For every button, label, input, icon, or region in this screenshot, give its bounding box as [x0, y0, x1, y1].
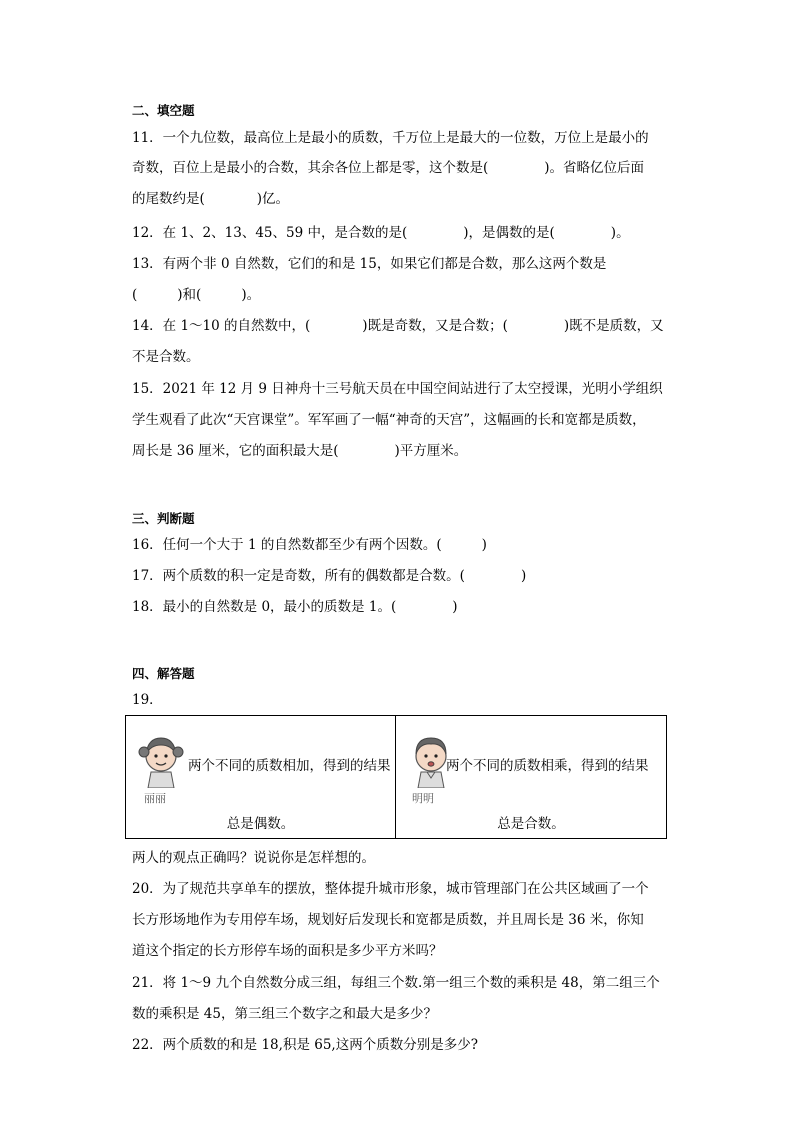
section-heading-answer: 四、解答题	[132, 666, 195, 681]
question-15-line-3	[132, 441, 467, 461]
question-14-text-a: 14．在 1～10 的自然数中，(	[132, 318, 311, 334]
question-14-text-c: )既不是质数，又	[563, 318, 664, 334]
question-13-line-2	[132, 285, 260, 305]
question-11-line-1: 11．一个九位数，最高位上是最小的质数，千万位上是最大的一位数，万位上是最小的	[132, 130, 649, 146]
question-12-text-b: )，是偶数的是(	[463, 225, 555, 241]
question-14-text-b: )既是奇数，又是合数；(	[362, 318, 508, 334]
question-11-text-b: )。省略亿位后面	[544, 160, 645, 176]
question-14-line-1	[132, 316, 664, 336]
mingming-statement-line-2: 总是合数。	[497, 816, 565, 832]
question-18	[132, 597, 458, 617]
section-heading-judge: 三、判断题	[132, 511, 195, 526]
question-16-close: )	[481, 537, 487, 553]
question-13-text-a: (	[132, 287, 138, 303]
question-11-line-2	[132, 158, 644, 178]
question-11-line-3	[132, 189, 289, 209]
question-18-text: 18．最小的自然数是 0，最小的质数是 1。(	[132, 599, 397, 615]
girl-avatar-icon	[138, 732, 184, 788]
question-12	[132, 223, 630, 243]
question-15-text-b: )平方厘米。	[394, 443, 468, 459]
question-21-line-1: 21．将 1～9 九个自然数分成三组，每组三个数.第一组三个数的乘积是 48，第二组三个	[132, 975, 660, 991]
question-11-text-c: 的尾数约是(	[132, 191, 205, 207]
question-20-line-2: 长方形场地作为专用停车场，规划好后发现长和宽都是质数，并且周长是 36 米，你知	[132, 912, 644, 928]
avatar-name-mingming: 明明	[412, 792, 434, 805]
question-16-text: 16．任何一个大于 1 的自然数都至少有两个因数。(	[132, 537, 442, 553]
dialogue-panel	[125, 715, 667, 839]
question-18-close: )	[452, 599, 458, 615]
question-16	[132, 535, 487, 555]
question-15-line-1: 15．2021 年 12 月 9 日神舟十三号航天员在中国空间站进行了太空授课，光明小学组织	[132, 381, 663, 397]
question-11-text-a: 奇数，百位上是最小的合数，其余各位上都是零，这个数是(	[132, 160, 489, 176]
section-heading-fill-blank: 二、填空题	[132, 103, 195, 118]
question-19-prompt: 两人的观点正确吗？说说你是怎样想的。	[132, 850, 375, 866]
question-12-text-c: )。	[610, 225, 630, 241]
question-13-text-b: )和(	[177, 287, 202, 303]
question-11-text-d: )亿。	[256, 191, 290, 207]
lili-statement-line-2: 总是偶数。	[226, 816, 295, 832]
lili-statement-line-1: 两个不同的质数相加，得到的结果	[188, 758, 391, 774]
question-15-text-a: 周长是 36 厘米，它的面积最大是(	[132, 443, 339, 459]
question-14-line-2: 不是合数。	[132, 349, 200, 365]
dialogue-cell-mingming	[396, 716, 666, 838]
question-21-line-2: 数的乘积是 45，第三组三个数字之和最大是多少？	[132, 1006, 437, 1022]
dialogue-cell-lili	[126, 716, 396, 838]
question-13-text-c: )。	[241, 287, 261, 303]
question-19-number: 19．	[132, 692, 163, 708]
question-17-close: )	[520, 568, 527, 584]
question-17	[132, 566, 526, 586]
question-22: 22．两个质数的和是 18,积是 65,这两个质数分别是多少?	[132, 1037, 478, 1053]
question-15-line-2: 学生观看了此次“天宫课堂”。军军画了一幅“神奇的天宫”，这幅画的长和宽都是质数，	[132, 412, 646, 428]
question-20-line-1: 20．为了规范共享单车的摆放，整体提升城市形象，城市管理部门在公共区域画了一个	[132, 881, 649, 897]
mingming-statement-line-1: 两个不同的质数相乘，得到的结果	[446, 758, 649, 774]
question-20-line-3: 道这个指定的长方形停车场的面积是多少平方米吗？	[132, 943, 443, 959]
avatar-name-lili: 丽丽	[144, 792, 166, 805]
question-17-text: 17．两个质数的积一定是奇数，所有的偶数都是合数。(	[132, 568, 465, 584]
question-12-text-a: 12．在 1、2、13、45、59 中，是合数的是(	[132, 225, 408, 241]
question-13-line-1: 13．有两个非 0 自然数，它们的和是 15，如果它们都是合数，那么这两个数是	[132, 256, 607, 272]
